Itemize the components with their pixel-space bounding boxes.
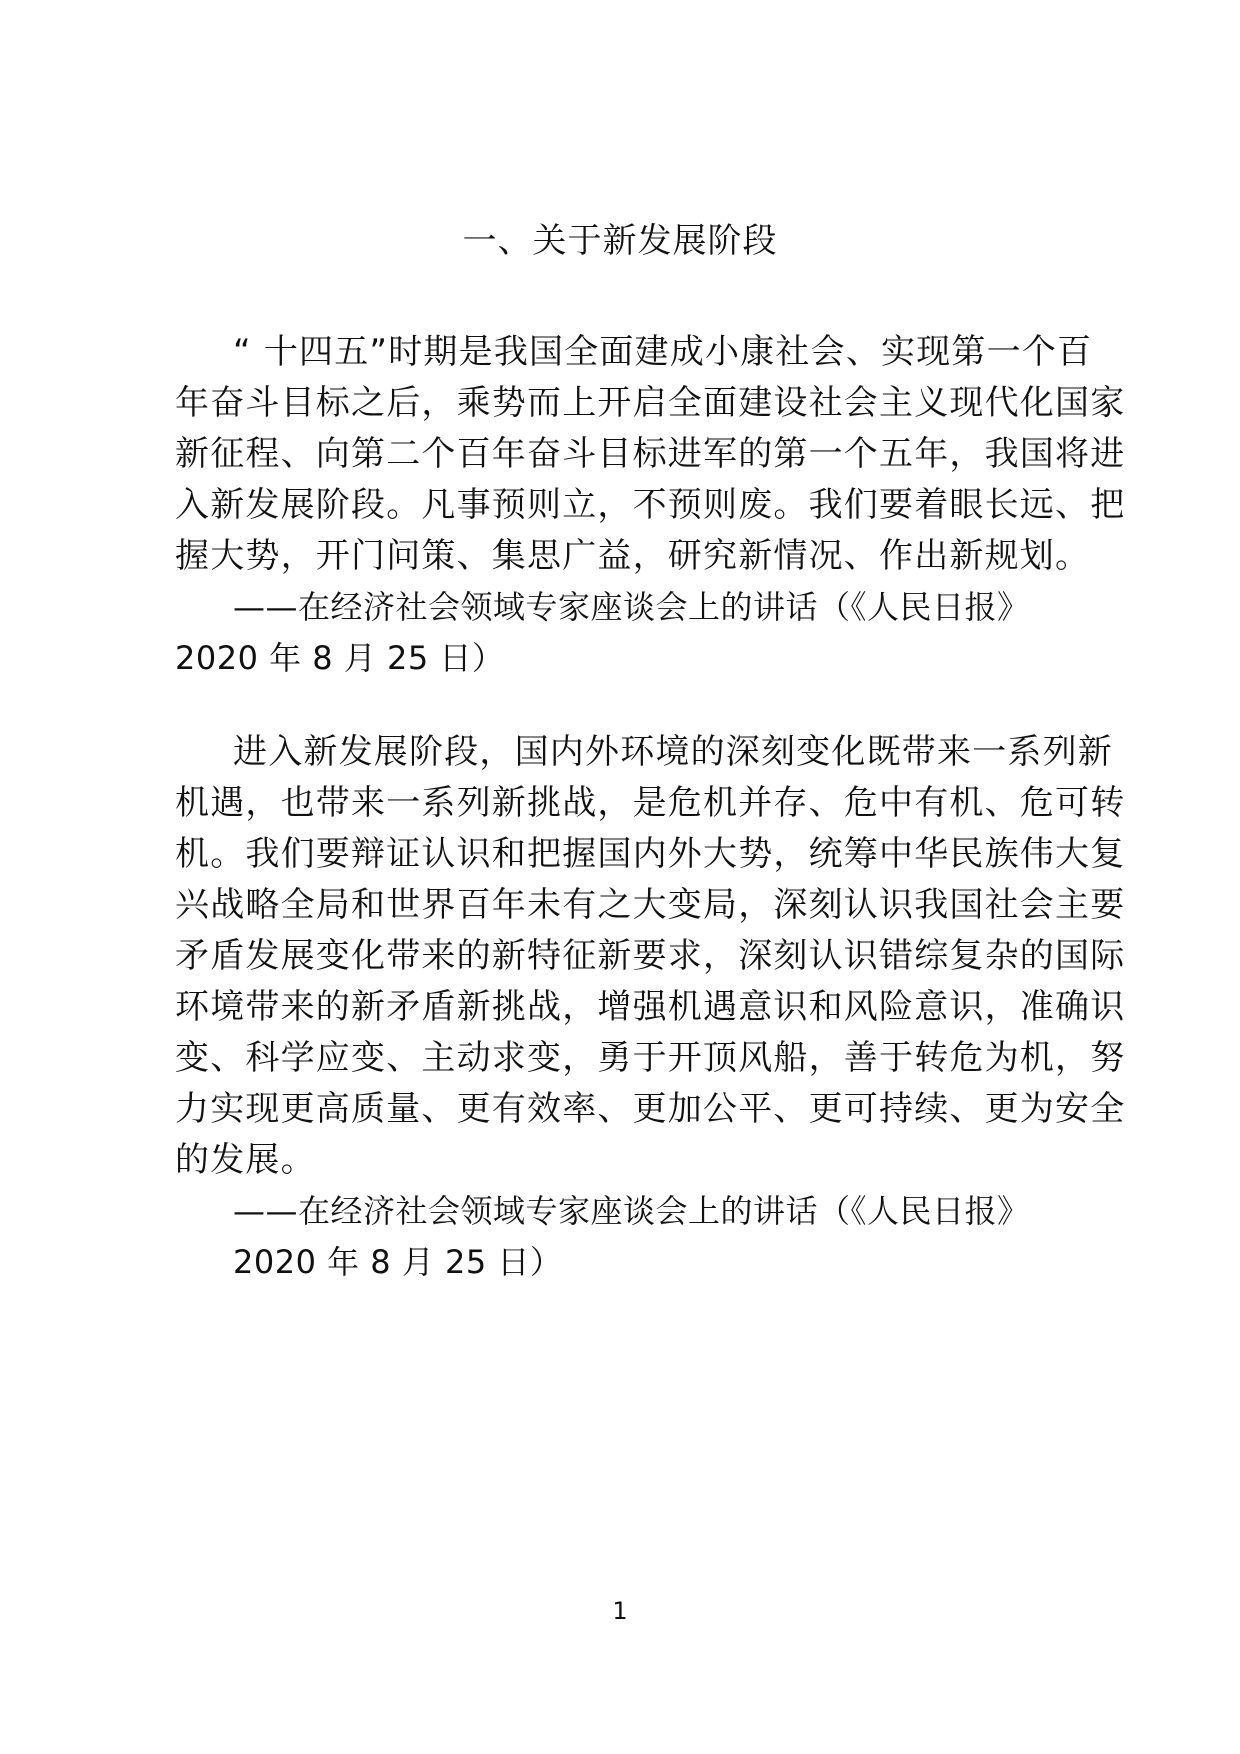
source-citation: ——在经济社会领域专家座谈会上的讲话（《人民日报》	[233, 1192, 1030, 1230]
source-citation-date: 2020 年 8 月 25 日）	[175, 639, 505, 677]
paragraph-line: 握大势，开门问策、集思广益，研究新情况、作出新规划。	[175, 536, 1091, 576]
paragraph-line: 环境带来的新矛盾新挑战，增强机遇意识和风险意识，准确识	[175, 987, 1126, 1027]
page-number: 1	[612, 1597, 628, 1625]
paragraph-line: 进入新发展阶段，国内外环境的深刻变化既带来一系列新	[233, 732, 1113, 772]
section-title: 一、关于新发展阶段	[462, 221, 778, 261]
paragraph-line: 机。我们要辩证认识和把握国内外大势，统筹中华民族伟大复	[175, 834, 1126, 874]
paragraph-line: 的发展。	[175, 1140, 316, 1180]
paragraph-line: 新征程、向第二个百年奋斗目标进军的第一个五年，我国将进	[175, 434, 1126, 474]
source-citation-date: 2020 年 8 月 25 日）	[233, 1243, 563, 1281]
paragraph-line: “ 十四五”时期是我国全面建成小康社会、实现第一个百	[233, 332, 1093, 372]
paragraph-line: 矛盾发展变化带来的新特征新要求，深刻认识错综复杂的国际	[175, 936, 1126, 976]
paragraph-line: 兴战略全局和世界百年未有之大变局，深刻认识我国社会主要	[175, 885, 1126, 925]
paragraph-line: 年奋斗目标之后，乘势而上开启全面建设社会主义现代化国家	[175, 383, 1126, 423]
paragraph-line: 入新发展阶段。凡事预则立，不预则废。我们要着眼长远、把	[175, 485, 1126, 525]
paragraph-line: 变、科学应变、主动求变，勇于开顶风船，善于转危为机，努	[175, 1038, 1126, 1078]
paragraph-line: 机遇，也带来一系列新挑战，是危机并存、危中有机、危可转	[175, 783, 1126, 823]
paragraph-line: 力实现更高质量、更有效率、更加公平、更可持续、更为安全	[175, 1089, 1126, 1129]
source-citation: ——在经济社会领域专家座谈会上的讲话（《人民日报》	[233, 588, 1030, 626]
